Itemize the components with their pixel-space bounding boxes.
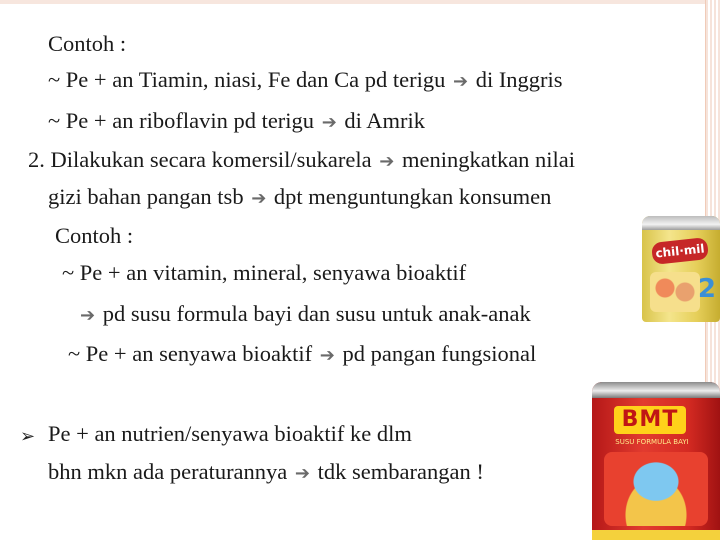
can-illustration: [650, 272, 700, 312]
example-line-riboflavin: ~ Pe + an riboflavin pd terigu ➔ di Amrik: [48, 108, 426, 133]
can-stripe: [592, 530, 720, 540]
point-2-line: 2. Dilakukan secara komersil/sukarela ➔ meningkatkan nilai: [28, 147, 576, 172]
example-line-functional: ~ Pe + an senyawa bioaktif ➔ pd pangan fungsional: [68, 341, 537, 366]
can-illustration: [604, 452, 708, 526]
example-heading-2: Contoh :: [55, 223, 134, 248]
bmt-logo: BMT: [614, 406, 686, 434]
right-arrow-icon: ➔: [321, 112, 337, 133]
chilmil-logo: chil·mil: [651, 237, 709, 265]
stage-number: 2: [697, 274, 716, 304]
arrow-bullet-icon: ➢: [20, 426, 36, 447]
right-arrow-icon: ➔: [80, 305, 96, 326]
example-line-formula: ➔ pd susu formula bayi dan susu untuk anak-anak: [80, 301, 531, 326]
can-lid: [592, 382, 720, 398]
right-arrow-icon: ➔: [452, 71, 469, 92]
right-arrow-icon: ➔: [251, 188, 267, 209]
bmt-can-image: [592, 382, 720, 540]
point-2-continuation: gizi bahan pangan tsb ➔ dpt menguntungkan konsumen: [48, 184, 552, 209]
bullet-line-continuation: bhn mkn ada peraturannya ➔ tdk sembarangan !: [48, 459, 484, 484]
right-arrow-icon: ➔: [294, 463, 311, 484]
example-line-vitamin: ~ Pe + an vitamin, mineral, senyawa bioaktif: [62, 260, 467, 285]
example-heading-1: Contoh :: [48, 31, 127, 56]
right-arrow-icon: ➔: [319, 345, 335, 366]
can-lid: [642, 216, 720, 230]
chilmil-can-image: [642, 216, 720, 322]
top-border: [0, 0, 720, 4]
right-arrow-icon: ➔: [379, 151, 395, 172]
example-line-thiamin: ~ Pe + an Tiamin, niasi, Fe dan Ca pd terigu ➔ di Inggris: [48, 67, 563, 92]
bullet-line-regulation: Pe + an nutrien/senyawa bioaktif ke dlm: [48, 421, 412, 446]
bmt-subtitle: SUSU FORMULA BAYI: [615, 438, 689, 446]
